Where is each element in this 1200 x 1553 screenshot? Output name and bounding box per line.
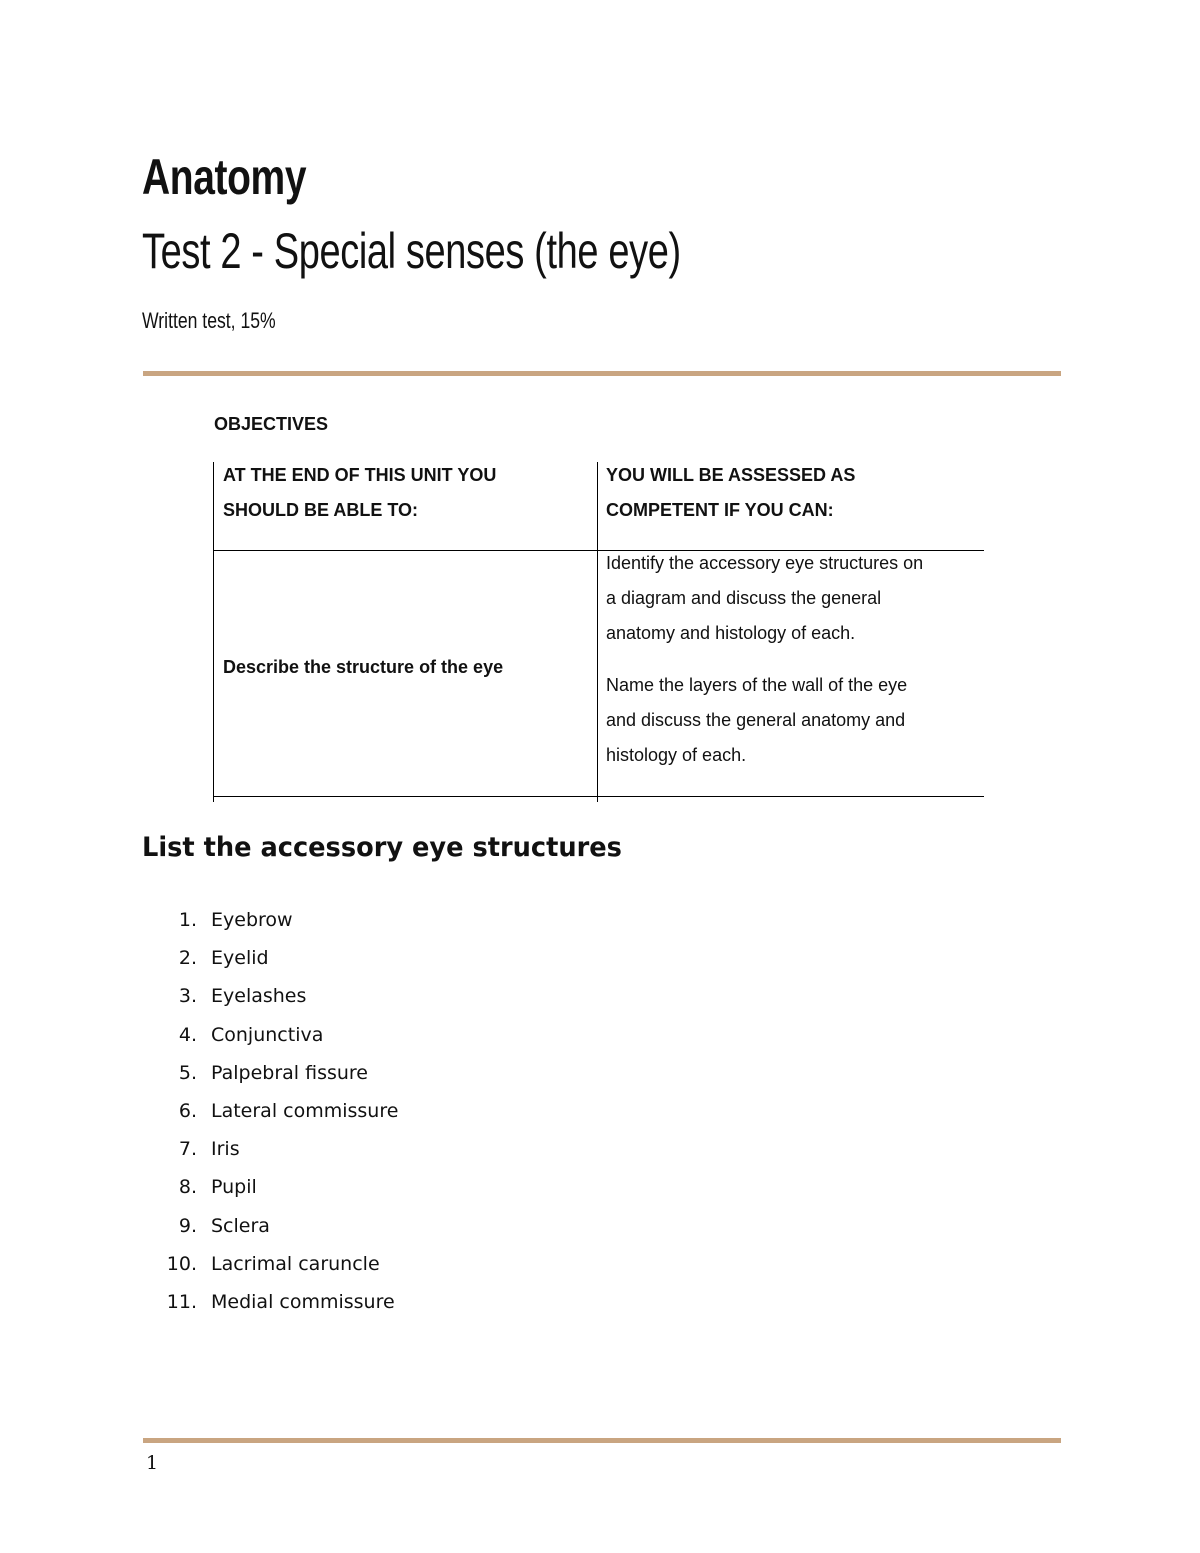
section-heading: List the accessory eye structures (142, 832, 622, 863)
test-meta: Written test, 15% (142, 308, 276, 333)
table-header-col1-line: SHOULD BE ABLE TO: (223, 500, 419, 520)
table-header-col2-line: COMPETENT IF YOU CAN: (606, 500, 834, 520)
footer-divider (143, 1438, 1061, 1443)
list-item-number: 1. (178, 909, 197, 931)
list-item-text: Medial commissure (211, 1290, 395, 1313)
table-left-border (213, 462, 214, 802)
list-item-number: 7. (178, 1138, 197, 1161)
list-item-text: Lateral commissure (211, 1099, 399, 1122)
list-item-text: Eyelashes (211, 985, 307, 1008)
table-body-line: anatomy and histology of each. (606, 623, 856, 643)
header-divider (143, 371, 1061, 376)
table-body-col2-paragraph1 (606, 546, 923, 651)
table-body-col1: Describe the structure of the eye (223, 657, 504, 677)
list-item-number: 2. (178, 947, 197, 970)
table-bottom-border (213, 796, 984, 797)
table-header-col1-line: AT THE END OF THIS UNIT YOU (223, 465, 497, 485)
table-header-col2 (606, 458, 855, 528)
list-item-number: 10. (166, 1252, 197, 1275)
list-item-text: Sclera (211, 1214, 270, 1237)
list-item-number: 4. (178, 1023, 197, 1046)
list-item-number: 3. (178, 985, 197, 1008)
list-item-text: Conjunctiva (211, 1023, 324, 1046)
table-header-col1 (223, 458, 496, 528)
table-header-col2-line: YOU WILL BE ASSESSED AS (606, 465, 856, 485)
list-item-number: 9. (178, 1214, 197, 1237)
table-column-divider (597, 462, 598, 802)
table-body-line: a diagram and discuss the general (606, 588, 882, 608)
document-subtitle: Test 2 - Special senses (the eye) (142, 223, 681, 279)
table-body-line: Identify the accessory eye structures on (606, 553, 924, 573)
list-item-text: Lacrimal caruncle (211, 1252, 380, 1275)
objectives-heading: OBJECTIVES (214, 414, 329, 434)
list-item-text: Eyelid (211, 947, 269, 970)
list-item-text: Iris (211, 1138, 240, 1161)
table-body-line: Name the layers of the wall of the eye (606, 675, 908, 695)
table-body-line: histology of each. (606, 745, 747, 765)
table-body-line: and discuss the general anatomy and (606, 710, 906, 730)
list-item-number: 6. (178, 1099, 197, 1122)
list-item-number: 8. (178, 1176, 197, 1199)
page-number: 1 (146, 1452, 159, 1474)
list-item-text: Palpebral fissure (211, 1061, 369, 1084)
list-item-number: 5. (178, 1061, 197, 1084)
list-item-text: Eyebrow (211, 909, 293, 931)
table-body-col2-paragraph2 (606, 668, 907, 773)
list-item-number: 11. (166, 1290, 197, 1313)
list-item-text: Pupil (211, 1176, 257, 1199)
objectives-table (213, 462, 984, 802)
document-title: Anatomy (142, 149, 307, 205)
